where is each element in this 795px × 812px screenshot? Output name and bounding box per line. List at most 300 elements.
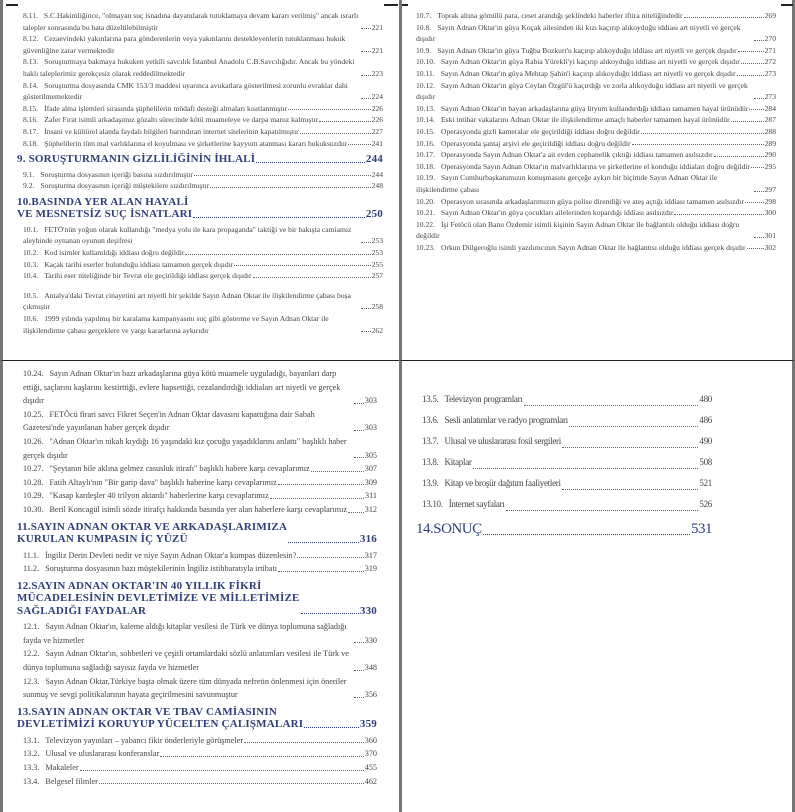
- dot-leader: [751, 167, 764, 168]
- toc-entry-number: 8.16.: [23, 115, 39, 125]
- dot-leader: [361, 28, 371, 29]
- toc-entry-title: [23, 408, 353, 435]
- toc-entry-text: Sayın Adnan Oktar'ın, sohbetleri ve çeşitli ortamlardaki sözlü anlatımları vesilesi ile Türk ve dünya toplumuna sağladığı sayısız fayda ve hizmetler: [23, 649, 349, 672]
- toc-entry-title: [416, 219, 753, 242]
- toc-entry-number: 8.17.: [23, 126, 39, 136]
- toc-entry[interactable]: [23, 259, 383, 271]
- toc-entry-title: [23, 126, 299, 138]
- toc-entry-number: 10.20.: [416, 196, 435, 206]
- dot-leader: [278, 571, 364, 572]
- dot-leader: [754, 191, 764, 192]
- toc-page-number: 250: [365, 208, 383, 221]
- dot-leader: [361, 98, 371, 99]
- toc-entry[interactable]: [23, 503, 377, 517]
- toc-entry-title: [23, 503, 347, 517]
- toc-page-number: 224: [371, 92, 383, 102]
- toc-entry-title: [416, 242, 746, 254]
- dot-leader: [749, 109, 763, 110]
- toc-entry-number: 8.15.: [23, 103, 39, 113]
- toc-entry[interactable]: [23, 138, 383, 150]
- toc-entry-number: 10.19.: [416, 173, 435, 183]
- toc-entry-title: [23, 103, 287, 115]
- toc-entry-title: [416, 196, 744, 208]
- page-corner-mark: [384, 4, 398, 6]
- toc-page-number: 521: [699, 478, 712, 488]
- toc-entry-number: 13.6.: [422, 415, 439, 425]
- toc-entry-text: Sayın Adnan Oktar'ın güya Tuğba Bozkurt'u kaçırıp alıkoyduğu iddiası art niyetli ve gerçek dışıdır: [437, 45, 737, 55]
- toc-entry[interactable]: [416, 219, 776, 242]
- toc-entry-text: "Adnan Oktar'ın nikah kıydığı 16 yaşındaki kız çocuğu yaşadıklarını anlattı" başlıklı haber gerçek dışıdır: [23, 436, 347, 460]
- toc-entry-number: 10.5.: [23, 290, 39, 300]
- toc-entry-text: "Şeytanın bile aklına gelmez casusluk itirafı" başlıklı habere karşı cevaplarımız: [49, 464, 310, 474]
- toc-entry-number: 12.3.: [23, 676, 40, 686]
- dot-leader: [714, 156, 764, 157]
- toc-entry-text: Operasyonda şantaj arşivi ele geçirildiği iddiası doğru değildir: [440, 138, 631, 148]
- toc-page-number: 307: [364, 464, 377, 474]
- toc-page-number: 330: [364, 635, 377, 645]
- toc-entry[interactable]: [416, 196, 776, 208]
- toc-entry-text: 12.SAYIN ADNAN OKTAR'IN 40 YILLIK FİKRİ MÜCADELESİNİN DEVLETİMİZE VE MİLLETİMİZE SAĞLADIĞI FAYDALAR: [17, 579, 300, 617]
- toc-page-number: 287: [764, 115, 776, 125]
- toc-entry[interactable]: [23, 476, 377, 490]
- toc-entry-number: 10.27.: [23, 464, 44, 474]
- toc-entry-text: Kod isimler kullanıldığı iddiası doğru değildir: [44, 248, 185, 257]
- dot-leader: [160, 756, 363, 757]
- toc-page-number: 284: [764, 103, 776, 113]
- toc-entry[interactable]: [416, 103, 776, 115]
- dot-leader: [483, 534, 690, 535]
- toc-entry-text: Orkun Dülgeroğlu isimli yazılımcının Sayın Adnan Oktar ile bağlantısı olduğu iddiası gerçek dışıdır: [440, 242, 746, 252]
- page-corner-mark: [781, 4, 793, 6]
- toc-entry-title: [416, 114, 730, 126]
- toc-entry-text: İfade alma işlemleri sırasında şüphelilerin müdafi desteği almaları kısıtlanmıştır: [44, 103, 288, 113]
- toc-entry-text: Sayın Adnan Oktar'ın bazı arkadaşlarına güya kötü muamele uyguladığı, bayanları darp ettiği, saçlarını kaşlarını kestirttiği, evlere hapsettiği, cezalandırdığı iddiaları art niyetli ve gerçek dışıdır: [23, 369, 341, 406]
- toc-entry-title: [23, 180, 209, 192]
- dot-leader: [253, 277, 371, 278]
- toc-entry-text: S.C.Hakimliğince, "olmayan suç isnadına dayanılarak tutuklamaya devam kararı verilmiş" ancak ısrarlı talepler sonrasında bu hata düzeltilebilmiştir: [23, 11, 359, 32]
- toc-page-number: 531: [691, 521, 712, 537]
- toc-entry[interactable]: [23, 169, 383, 181]
- toc-entry-title: [23, 435, 353, 462]
- toc-entry-title: [422, 389, 523, 410]
- toc-page-number: 462: [364, 776, 377, 786]
- toc-entry-number: 13.5.: [422, 394, 439, 404]
- toc-entry-text: Sesli anlatımlar ve radyo programları: [444, 415, 568, 425]
- toc-entry-number: 11.1.: [23, 550, 40, 560]
- toc-entry-number: 8.12.: [23, 34, 39, 44]
- toc-entry[interactable]: [23, 747, 377, 761]
- toc-entry[interactable]: [416, 149, 776, 161]
- toc-entry-number: 10.3.: [23, 259, 39, 269]
- toc-entry[interactable]: [23, 56, 383, 79]
- toc-entry-number: 10.28.: [23, 477, 44, 487]
- toc-entry-number: 10.8.: [416, 22, 432, 32]
- toc-page-number: 270: [764, 34, 776, 44]
- toc-entry[interactable]: [23, 367, 377, 408]
- toc-entry-number: 10.10.: [416, 57, 435, 67]
- toc-entry-text: Sayın Adnan Oktar'ın güya Rabia Yürekli'yi kaçırıp alıkoyduğu iddiası art niyetli ve gerçek dışıdır: [440, 57, 740, 67]
- toc-entry[interactable]: [416, 207, 776, 219]
- toc-entry-number: 10.4.: [23, 271, 39, 281]
- toc-entry[interactable]: [416, 22, 776, 45]
- toc-entry-text: Sayın Adnan Oktar'ın, kaleme aldığı kitaplar vesilesi ile Türk ve dünya toplumuna sağladığı fayda ve hizmetler: [23, 622, 347, 645]
- toc-entry[interactable]: [23, 290, 383, 313]
- toc-entry-number: 10.6.: [23, 313, 39, 323]
- toc-entry[interactable]: [23, 247, 383, 259]
- toc-entry-text: Soruşturma dosyasının içeriği basına sızdırılmıştır: [40, 169, 194, 179]
- toc-entry[interactable]: [23, 761, 377, 775]
- toc-entry-title: [416, 207, 673, 219]
- toc-entry[interactable]: [416, 68, 776, 80]
- toc-entry-text: Sayın Adnan Oktar'ın güya Koçak ailesinden iki kızı kaçırıp alıkoyduğu iddiası art niyetli ve gerçek dışıdır: [416, 22, 741, 44]
- dot-leader: [301, 613, 359, 614]
- toc-entry-number: 13.10.: [422, 499, 443, 509]
- toc-entry-title: [23, 734, 243, 748]
- toc-entry-number: 10.16.: [416, 138, 435, 148]
- toc-entry-title: [422, 452, 472, 473]
- toc-entry-text: FETÖ'nün yoğun olarak kullandığı "medya yolu ile kara propaganda" taktiği ve bir bakışta camiamız aleyhinde oynanan oyunun deşifresi: [23, 224, 352, 246]
- toc-page-number: 298: [764, 196, 776, 206]
- toc-entry[interactable]: [23, 33, 383, 56]
- toc-page-number: 301: [764, 231, 776, 241]
- toc-entry[interactable]: [23, 224, 383, 247]
- dot-leader: [80, 770, 364, 771]
- dot-leader: [524, 405, 699, 406]
- toc-entry-title: [17, 196, 192, 221]
- toc-entry-text: Belgesel filmler: [45, 776, 98, 786]
- toc-entry-text: Makaleler: [45, 762, 79, 772]
- toc-page-number: 226: [371, 115, 383, 125]
- page-corner-mark: [402, 4, 408, 6]
- toc-entry[interactable]: [23, 435, 377, 462]
- toc-entry-title: [422, 473, 561, 494]
- toc-entry[interactable]: [23, 775, 377, 789]
- toc-entry-title: [23, 367, 353, 408]
- toc-entry[interactable]: [23, 562, 377, 576]
- dot-leader: [304, 727, 359, 728]
- toc-page-number: 244: [365, 153, 383, 166]
- toc-entry-number: 10.24.: [23, 369, 44, 378]
- toc-entry-title: [23, 549, 296, 563]
- toc-entry-text: Sayın Cumhurbaşkanımızın konuşmasını gerçeğe aykırı bir biçimde Sayın Adnan Oktar ile ilişkilendirme çabası: [416, 173, 718, 194]
- toc-entry[interactable]: [23, 80, 383, 103]
- toc-entry-title: [416, 68, 736, 80]
- toc-entry-title: [23, 761, 79, 775]
- toc-entry-number: 13.8.: [422, 457, 439, 467]
- toc-page-number: 290: [764, 150, 776, 160]
- toc-entry[interactable]: [23, 408, 377, 435]
- dot-leader: [684, 17, 764, 18]
- toc-entry-text: Soruşturma dosyasının bazı müştekilerinin İngiliz istihbaratıyla irtibatı: [45, 564, 278, 574]
- toc-entry[interactable]: [422, 410, 712, 431]
- toc-entry-title: [17, 580, 300, 618]
- toc-entry-title: [416, 103, 748, 115]
- toc-entry[interactable]: [422, 452, 712, 473]
- toc-entry-number: 11.2.: [23, 564, 40, 574]
- toc-entry-text: Antalya'daki Tevrat cinayetini art niyetli bir şekilde Sayın Adnan Oktar ile ilişkilendirme çabası boşa çıkmıştır: [23, 290, 351, 312]
- toc-entry-number: 10.30.: [23, 504, 44, 514]
- toc-entry-text: FETÖcü firari savcı Fikret Seçen'in Adnan Oktar davasını kapattığına dair Sabah Gazetesi'nde yayınlanan haber gerçek dışıdır: [23, 409, 315, 433]
- toc-entry-text: Zafer Fırat isimli arkadaşımız gözaltı sürecinde kötü muameleye ve darpa maruz kalmıştır: [44, 115, 319, 125]
- dot-leader: [244, 742, 364, 743]
- toc-page-number: 316: [359, 533, 377, 546]
- toc-entry-title: [23, 138, 347, 150]
- dot-leader: [562, 447, 698, 448]
- toc-entry[interactable]: [23, 647, 377, 674]
- toc-entry-title: [23, 290, 360, 313]
- toc-entry[interactable]: [416, 138, 776, 150]
- toc-entry-text: 14.SONUÇ: [416, 521, 482, 537]
- dot-leader: [562, 489, 699, 490]
- dot-leader: [319, 121, 371, 122]
- toc-entry-title: [23, 747, 159, 761]
- toc-page-number: 317: [364, 550, 377, 560]
- dot-leader: [632, 144, 764, 145]
- dot-leader: [731, 121, 764, 122]
- toc-entry[interactable]: [23, 675, 377, 702]
- toc-entry[interactable]: [23, 620, 377, 647]
- toc-entry-number: 10.7.: [416, 11, 432, 20]
- toc-entry-title: [17, 521, 287, 546]
- dot-leader: [361, 331, 371, 332]
- toc-entry[interactable]: [416, 10, 776, 22]
- toc-entry-number: 8.11.: [23, 11, 38, 20]
- toc-entry-number: 12.2.: [23, 649, 40, 659]
- dot-leader: [745, 202, 764, 203]
- toc-entry-text: Fatih Altaylı'nın "Bir garip dava" başlıklı haberine karşı cevaplarımız: [49, 477, 277, 487]
- toc-page-number: 223: [371, 68, 383, 78]
- toc-page-number: 221: [371, 22, 383, 32]
- toc-section-heading[interactable]: [416, 521, 712, 538]
- toc-entry-text: 10.BASINDA YER ALAN HAYALİ VE MESNETSİZ SUÇ İSNATLARI: [17, 195, 193, 221]
- dot-leader: [270, 498, 364, 499]
- toc-entry[interactable]: [23, 114, 383, 126]
- toc-page-number: 257: [371, 271, 383, 281]
- toc-entry-title: [416, 45, 737, 57]
- toc-entry-text: Kitap ve broşür dağıtım faaliyetleri: [444, 478, 561, 488]
- toc-entry-text: İşi Fetöcü olan Banu Özdemir isimli kişinin Sayın Adnan Oktar ile bağlantılı olduğu iddiası doğru değildir: [416, 219, 740, 241]
- toc-section-heading[interactable]: [17, 153, 383, 166]
- toc-entry-title: [416, 22, 753, 45]
- toc-entry-text: Televizyon programları: [444, 394, 523, 404]
- toc-entry-number: 13.4.: [23, 776, 40, 786]
- dot-leader: [473, 468, 699, 469]
- toc-page-top-right: [399, 0, 795, 360]
- dot-leader: [297, 557, 364, 558]
- toc-entry-text: İnternet sayfaları: [448, 499, 505, 509]
- toc-entry-number: 10.26.: [23, 436, 44, 446]
- toc-page-number: 370: [364, 749, 377, 759]
- toc-entry[interactable]: [416, 80, 776, 103]
- toc-page-bottom-right: [399, 360, 795, 812]
- toc-entry[interactable]: [23, 313, 383, 336]
- toc-entry-text: Ulusal ve uluslararası konferanslar: [45, 749, 160, 759]
- dot-leader: [747, 248, 764, 249]
- dot-leader: [754, 237, 764, 238]
- toc-entry-text: Operasyonda Sayın Adnan Oktar'ın malvarlıklarına ve şirketlerine el konduğu iddiaları doğru değildir: [440, 161, 751, 171]
- toc-entry-number: 13.9.: [422, 478, 439, 488]
- dot-leader: [348, 512, 364, 513]
- dot-leader: [185, 254, 370, 255]
- toc-entry-number: 10.15.: [416, 126, 435, 136]
- toc-entry[interactable]: [416, 56, 776, 68]
- toc-entry-title: [23, 562, 277, 576]
- toc-entry-text: 9. SORUŞTURMANIN GİZLİLİĞİNİN İHLALİ: [17, 153, 256, 166]
- toc-entry-number: 9.2.: [23, 181, 35, 191]
- toc-entry[interactable]: [416, 172, 776, 195]
- toc-entry-title: [416, 56, 740, 68]
- toc-entry-title: [416, 10, 683, 22]
- toc-entry-number: 10.25.: [23, 409, 44, 419]
- toc-entry[interactable]: [416, 161, 776, 173]
- dot-leader: [300, 133, 371, 134]
- toc-entry-title: [23, 313, 360, 336]
- dot-leader: [234, 265, 370, 266]
- toc-section-heading[interactable]: [17, 196, 383, 221]
- dot-leader: [569, 426, 699, 427]
- dot-leader: [354, 430, 364, 431]
- toc-entry[interactable]: [422, 389, 712, 410]
- dot-leader: [361, 75, 371, 76]
- toc-entry[interactable]: [416, 45, 776, 57]
- toc-section-heading[interactable]: [17, 580, 377, 618]
- toc-section-heading[interactable]: [17, 706, 377, 731]
- toc-entry-number: 8.18.: [23, 138, 39, 148]
- toc-entry-text: Cezaevindeki yakınlarına para gönderenlerin veya yakınlarını destekleyenlerin tutuklanması hukuk güvenliğine zarar vermektedir: [23, 34, 346, 55]
- toc-entry-title: [23, 259, 233, 271]
- toc-entry-number: 10.14.: [416, 115, 435, 125]
- toc-entry-number: 13.2.: [23, 749, 40, 759]
- toc-entry-title: [23, 476, 277, 490]
- toc-entry[interactable]: [416, 114, 776, 126]
- toc-entry[interactable]: [23, 103, 383, 115]
- toc-page-number: 526: [699, 499, 712, 509]
- dot-leader: [288, 109, 370, 110]
- toc-page-number: 303: [364, 423, 377, 433]
- toc-entry-text: İnsani ve kültürel alanda faydalı bilgileri barındıran internet sitelerinin kapatılmıştır: [44, 126, 299, 136]
- toc-entry[interactable]: [23, 270, 383, 282]
- toc-page-number: 300: [764, 208, 776, 218]
- toc-entry-title: [23, 620, 353, 647]
- toc-page-number: 455: [364, 762, 377, 772]
- toc-entry[interactable]: [23, 126, 383, 138]
- toc-entry-number: 10.2.: [23, 248, 39, 257]
- toc-entry-number: 10.18.: [416, 161, 435, 171]
- toc-entry-number: 13.1.: [23, 735, 40, 745]
- toc-page-number: 289: [764, 138, 776, 148]
- toc-entry-text: Televizyon yayınları – yabancı fikir önderleriyle görüşmeler: [45, 735, 244, 745]
- dot-leader: [278, 484, 364, 485]
- toc-entry-number: 10.11.: [416, 68, 435, 78]
- dot-leader: [210, 187, 370, 188]
- toc-page-number: 241: [371, 138, 383, 148]
- toc-entry[interactable]: [23, 180, 383, 192]
- toc-entry-number: 10.12.: [416, 80, 435, 90]
- toc-entry-title: [17, 706, 303, 731]
- toc-entry-number: 10.23.: [416, 242, 435, 252]
- toc-entry[interactable]: [422, 473, 712, 494]
- toc-entry-text: İngiliz Derin Devleti nedir ve niye Sayın Adnan Oktar'a kumpas düzenlesin?: [45, 550, 297, 560]
- dot-leader: [674, 214, 763, 215]
- toc-entry-text: Şüphelilerin tüm mal varlıklarına el koyulması ve şirketlerine kayyum atanması kararı hukuksuzdur: [44, 138, 348, 148]
- toc-entry-text: 11.SAYIN ADNAN OKTAR VE ARKADAŞLARIMIZA KURULAN KUMPASIN İÇ YÜZÜ: [17, 520, 288, 546]
- toc-entry-text: Operasyon sırasında arkadaşlarımızın güya polise direndiği ve ateş açtığı iddiası tamamen asılsızdır: [440, 196, 745, 206]
- toc-entry-number: 8.14.: [23, 80, 39, 90]
- toc-entry-text: Eski intihar vakalarını Adnan Oktar ile ilişkilendirme amaçlı haberler tamamen hayal ürünüdür: [440, 115, 730, 125]
- dot-leader: [348, 144, 370, 145]
- toc-page-number: 360: [364, 735, 377, 745]
- dot-leader: [194, 175, 371, 176]
- toc-entry-title: [416, 126, 640, 138]
- toc-page-number: 255: [371, 259, 383, 269]
- toc-entry-title: [416, 161, 750, 173]
- toc-page-number: 311: [365, 491, 377, 501]
- toc-page-number: 227: [371, 126, 383, 136]
- toc-page-number: 253: [371, 248, 383, 257]
- toc-section-heading[interactable]: [17, 521, 377, 546]
- toc-page-number: 356: [364, 690, 377, 700]
- toc-entry[interactable]: [416, 126, 776, 138]
- dot-leader: [741, 63, 764, 64]
- dot-leader: [311, 471, 364, 472]
- toc-entry-text: Tarihi eser niteliğinde bir Tevrat ele geçirildiği iddiası gerçek dışıdır: [44, 271, 252, 281]
- toc-entry-number: 10.17.: [416, 150, 435, 160]
- toc-entry[interactable]: [23, 734, 377, 748]
- toc-page-number: 508: [699, 457, 712, 467]
- toc-entry[interactable]: [416, 242, 776, 254]
- dot-leader: [354, 670, 364, 671]
- toc-page-number: 226: [371, 103, 383, 113]
- toc-entry-text: Sayın Adnan Oktar'ın güya çocukları ailelerinden kopardığı iddiası asılsızdır: [440, 208, 674, 218]
- toc-page-number: 330: [359, 604, 377, 617]
- toc-entry-text: Kaçak tarihi eserler bulunduğu iddiası tamamen gerçek dışıdır: [44, 259, 234, 269]
- toc-entry-title: [23, 169, 193, 181]
- toc-page-number: 297: [764, 184, 776, 194]
- toc-entry-text: Operasyonda gizli kameralar ele geçirildiği iddiası doğru değildir: [440, 126, 640, 136]
- toc-entry-title: [23, 647, 353, 674]
- toc-entry-title: [23, 270, 252, 282]
- toc-page-number: 359: [359, 718, 377, 731]
- toc-entry-number: 13.7.: [422, 436, 439, 446]
- dot-leader: [754, 40, 764, 41]
- toc-entry-title: [23, 33, 360, 56]
- toc-entry-text: 1999 yılında yapılmış bir karalama kampanyasını suç gibi gösterme ve Sayın Adnan Oktar ile ilişkilendirme çabası gerçeklere ve yargı kararlarına aykırıdır: [23, 313, 329, 335]
- toc-entry[interactable]: [23, 549, 377, 563]
- toc-entry-title: [422, 410, 568, 431]
- toc-page-number: 258: [371, 302, 383, 312]
- dot-leader: [354, 697, 364, 698]
- toc-page-number: 305: [364, 450, 377, 460]
- toc-entry-title: [23, 224, 360, 247]
- dot-leader: [641, 133, 764, 134]
- toc-entry[interactable]: [23, 489, 377, 503]
- toc-entry-number: 12.1.: [23, 622, 40, 632]
- toc-entry-text: 13.SAYIN ADNAN OKTAR VE TBAV CAMİASININ DEVLETİMİZİ KORUYUP YÜCELTEN ÇALIŞMALARI: [17, 705, 304, 731]
- toc-entry[interactable]: [422, 494, 712, 515]
- toc-page-number: 253: [371, 236, 383, 246]
- toc-entry[interactable]: [23, 10, 383, 33]
- toc-page-number: 309: [364, 477, 377, 487]
- dot-leader: [288, 542, 359, 543]
- toc-entry-number: 10.21.: [416, 208, 435, 218]
- toc-entry[interactable]: [422, 431, 712, 452]
- spacer: [23, 282, 383, 290]
- toc-page-bottom-left: [0, 360, 399, 812]
- toc-page-number: 303: [364, 396, 377, 406]
- toc-entry-title: [23, 114, 318, 126]
- toc-entry[interactable]: [23, 462, 377, 476]
- toc-entry-title: [23, 462, 310, 476]
